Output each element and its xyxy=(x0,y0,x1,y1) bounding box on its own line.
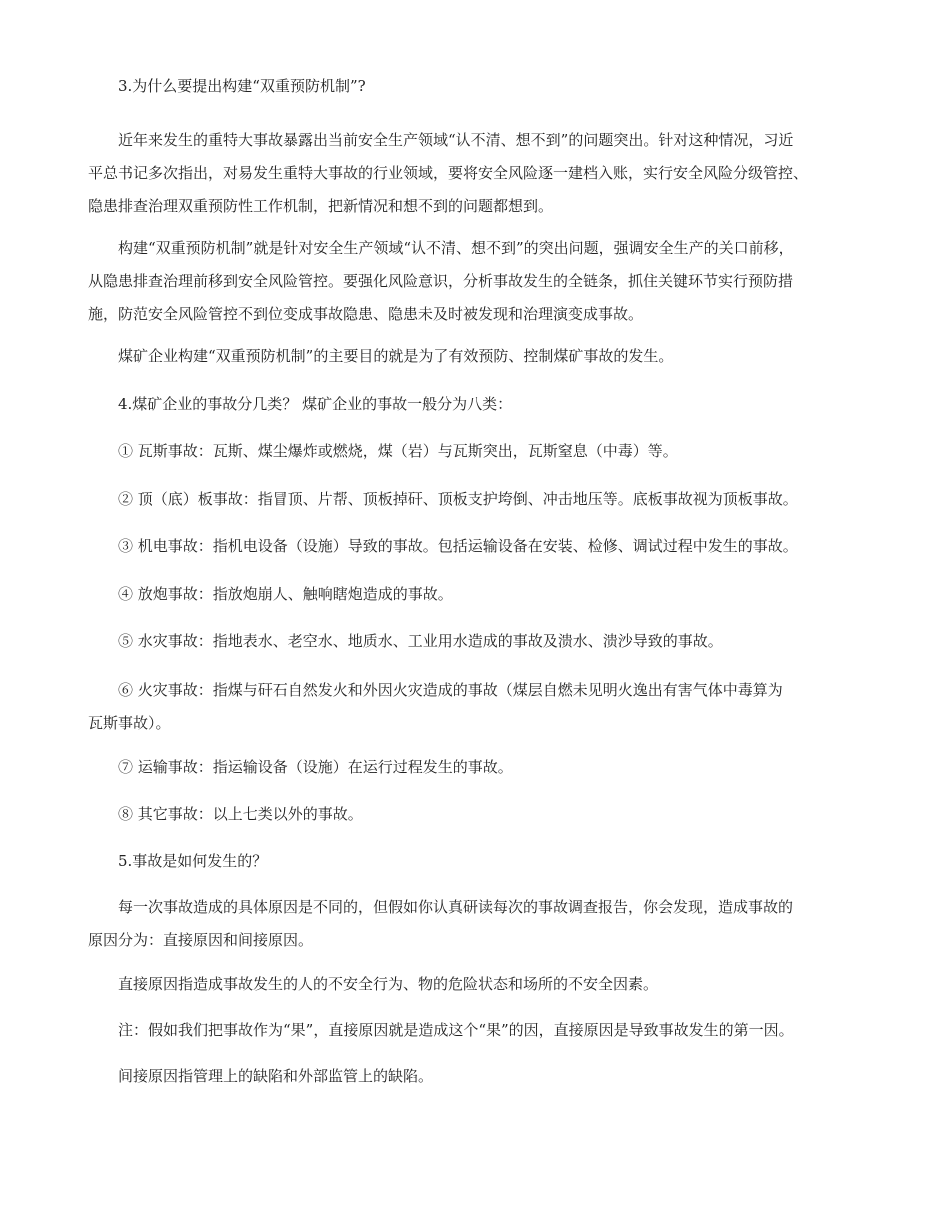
list-item-5: ⑤ 水灾事故：指地表水、老空水、地质水、工业用水造成的事故及溃水、溃沙导致的事故。 xyxy=(118,632,723,650)
section-3-paragraph-3: 煤矿企业构建“双重预防机制”的主要目的就是为了有效预防、控制煤矿事故的发生。 xyxy=(118,347,674,365)
list-item-1: ① 瓦斯事故：瓦斯、煤尘爆炸或燃烧，煤（岩）与瓦斯突出，瓦斯窒息（中毒）等。 xyxy=(118,442,678,460)
section-3-paragraph-2 xyxy=(88,232,868,331)
text-line: 隐患排查治理双重预防性工作机制，把新情况和想不到的问题都想到。 xyxy=(88,197,554,215)
text-line: 原因分为：直接原因和间接原因。 xyxy=(88,931,314,949)
text-line: 施，防范安全风险管控不到位变成事故隐患、隐患未及时被发现和治理演变成事故。 xyxy=(88,305,644,323)
text-line: ⑥ 火灾事故：指煤与矸石自然发火和外因火灾造成的事故（煤层自燃未见明火逸出有害气体中毒算为 xyxy=(118,681,783,699)
section-5-heading: 5.事故是如何发生的？ xyxy=(118,852,268,870)
text-line: 瓦斯事故）。 xyxy=(88,714,171,732)
list-item-3: ③ 机电事故：指机电设备（设施）导致的事故。包括运输设备在安装、检修、调试过程中发生的事故。 xyxy=(118,537,798,555)
list-item-4: ④ 放炮事故：指放炮崩人、触响瞎炮造成的事故。 xyxy=(118,585,453,603)
text-line: 构建“双重预防机制”就是针对安全生产领域“认不清、想不到”的突出问题，强调安全生产的关口前移， xyxy=(118,239,794,257)
section-5-paragraph-2: 直接原因指造成事故发生的人的不安全行为、物的危险状态和场所的不安全因素。 xyxy=(118,975,659,993)
text-line: 每一次事故造成的具体原因是不同的，但假如你认真研读每次的事故调查报告，你会发现，造成事故的 xyxy=(118,898,794,916)
list-item-7: ⑦ 运输事故：指运输设备（设施）在运行过程发生的事故。 xyxy=(118,758,513,776)
section-3-heading: 3.为什么要提出构建“双重预防机制”? xyxy=(118,77,366,95)
section-4-heading: 4.煤矿企业的事故分几类？ 煤矿企业的事故一般分为八类： xyxy=(118,395,513,413)
list-item-6 xyxy=(88,674,868,740)
text-line: 从隐患排查治理前移到安全风险管控。要强化风险意识，分析事故发生的全链条，抓住关键环节实行预防措 xyxy=(88,272,794,290)
text-line: 近年来发生的重特大事故暴露出当前安全生产领域“认不清、想不到”的问题突出。针对这种情况，习近 xyxy=(118,131,794,149)
section-3-paragraph-1 xyxy=(88,124,868,223)
text-line: 平总书记多次指出，对易发生重特大事故的行业领域，要将安全风险逐一建档入账，实行安全风险分级管控、 xyxy=(88,164,809,182)
list-item-2: ② 顶（底）板事故：指冒顶、片帮、顶板掉矸、顶板支护垮倒、冲击地压等。底板事故视为顶板事故。 xyxy=(118,490,798,508)
section-5-paragraph-1 xyxy=(88,891,868,957)
list-item-8: ⑧ 其它事故：以上七类以外的事故。 xyxy=(118,805,363,823)
section-5-paragraph-3: 间接原因指管理上的缺陷和外部监管上的缺陷。 xyxy=(118,1067,434,1085)
section-5-note: 注：假如我们把事故作为“果”，直接原因就是造成这个“果”的因，直接原因是导致事故发生的第一因。 xyxy=(118,1021,794,1039)
